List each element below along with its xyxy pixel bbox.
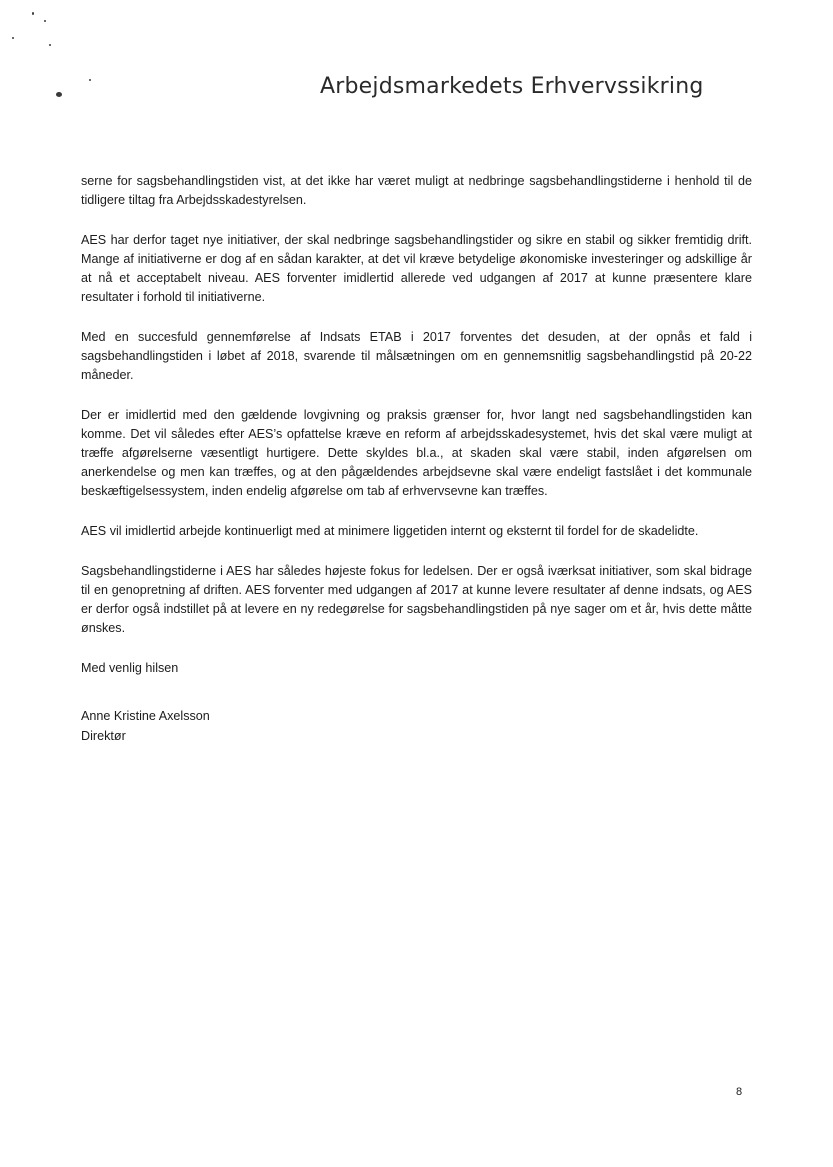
paragraph: serne for sagsbehandlingstiden vist, at det ikke har været muligt at nedbringe sagsbehandlingstiderne i henhold til de tidligere tiltag fra Arbejdsskadestyrelsen. bbox=[81, 174, 752, 207]
signatory-title: Direktør bbox=[81, 729, 126, 743]
scan-speck bbox=[49, 44, 51, 46]
closing-salutation: Med venlig hilsen bbox=[81, 661, 179, 675]
scan-speck bbox=[56, 92, 62, 97]
paragraph: Med en succesfuld gennemførelse af Indsats ETAB i 2017 forventes det desuden, at der opnås et fald i sagsbehandlingstiden i løbet af 2018, svarende til målsætningen om en gennemsnitlig sagsbehandlingstid på 20-22 måneder. bbox=[81, 330, 752, 382]
scan-speck bbox=[32, 12, 34, 15]
letterhead-organization: Arbejdsmarkedets Erhvervssikring bbox=[320, 74, 704, 99]
scan-speck bbox=[44, 20, 46, 22]
scan-speck bbox=[12, 37, 14, 39]
signature-block bbox=[81, 706, 752, 746]
scan-speck bbox=[89, 79, 91, 81]
page-number: 8 bbox=[736, 1086, 743, 1098]
paragraph: AES har derfor taget nye initiativer, der skal nedbringe sagsbehandlingstider og sikre en stabil og sikker fremtidig drift. Mange af initiativerne er dog af en sådan karakter, at det vil kræve betydelige økonomiske investeringer og adskillige år at nå et acceptabelt niveau. AES forventer imidlertid allerede ved udgangen af 2017 at kunne præsentere klare resultater i forhold til initiativerne. bbox=[81, 233, 752, 304]
letter-body bbox=[81, 172, 752, 746]
paragraph: Der er imidlertid med den gældende lovgivning og praksis grænser for, hvor langt ned sagsbehandlingstiden kan komme. Det vil således efter AES’s opfattelse kræve en reform af arbejdsskadesystemet, hvis det skal være muligt at træffe afgørelserne væsentligt hurtigere. Dette skyldes bl.a., at skaden skal være stabil, inden afgørelsen om anerkendelse og men kan træffes, og at den pågældendes arbejdsevne skal være endeligt fastslået i det kommunale beskæftigelsessystem, inden endelig afgørelse om tab af erhvervsevne kan træffes. bbox=[81, 408, 752, 498]
paragraph: Sagsbehandlingstiderne i AES har således højeste fokus for ledelsen. Der er også iværksat initiativer, som skal bidrage til en genopretning af driften. AES forventer med udgangen af 2017 at kunne levere resultater af denne indsats, og AES er derfor også indstillet på at levere en ny redegørelse for sagsbehandlingstiden på nye sager om et år, hvis dette måtte ønskes. bbox=[81, 564, 752, 635]
paragraph: AES vil imidlertid arbejde kontinuerligt med at minimere liggetiden internt og eksternt til fordel for de skadelidte. bbox=[81, 524, 699, 538]
signatory-name: Anne Kristine Axelsson bbox=[81, 709, 210, 723]
